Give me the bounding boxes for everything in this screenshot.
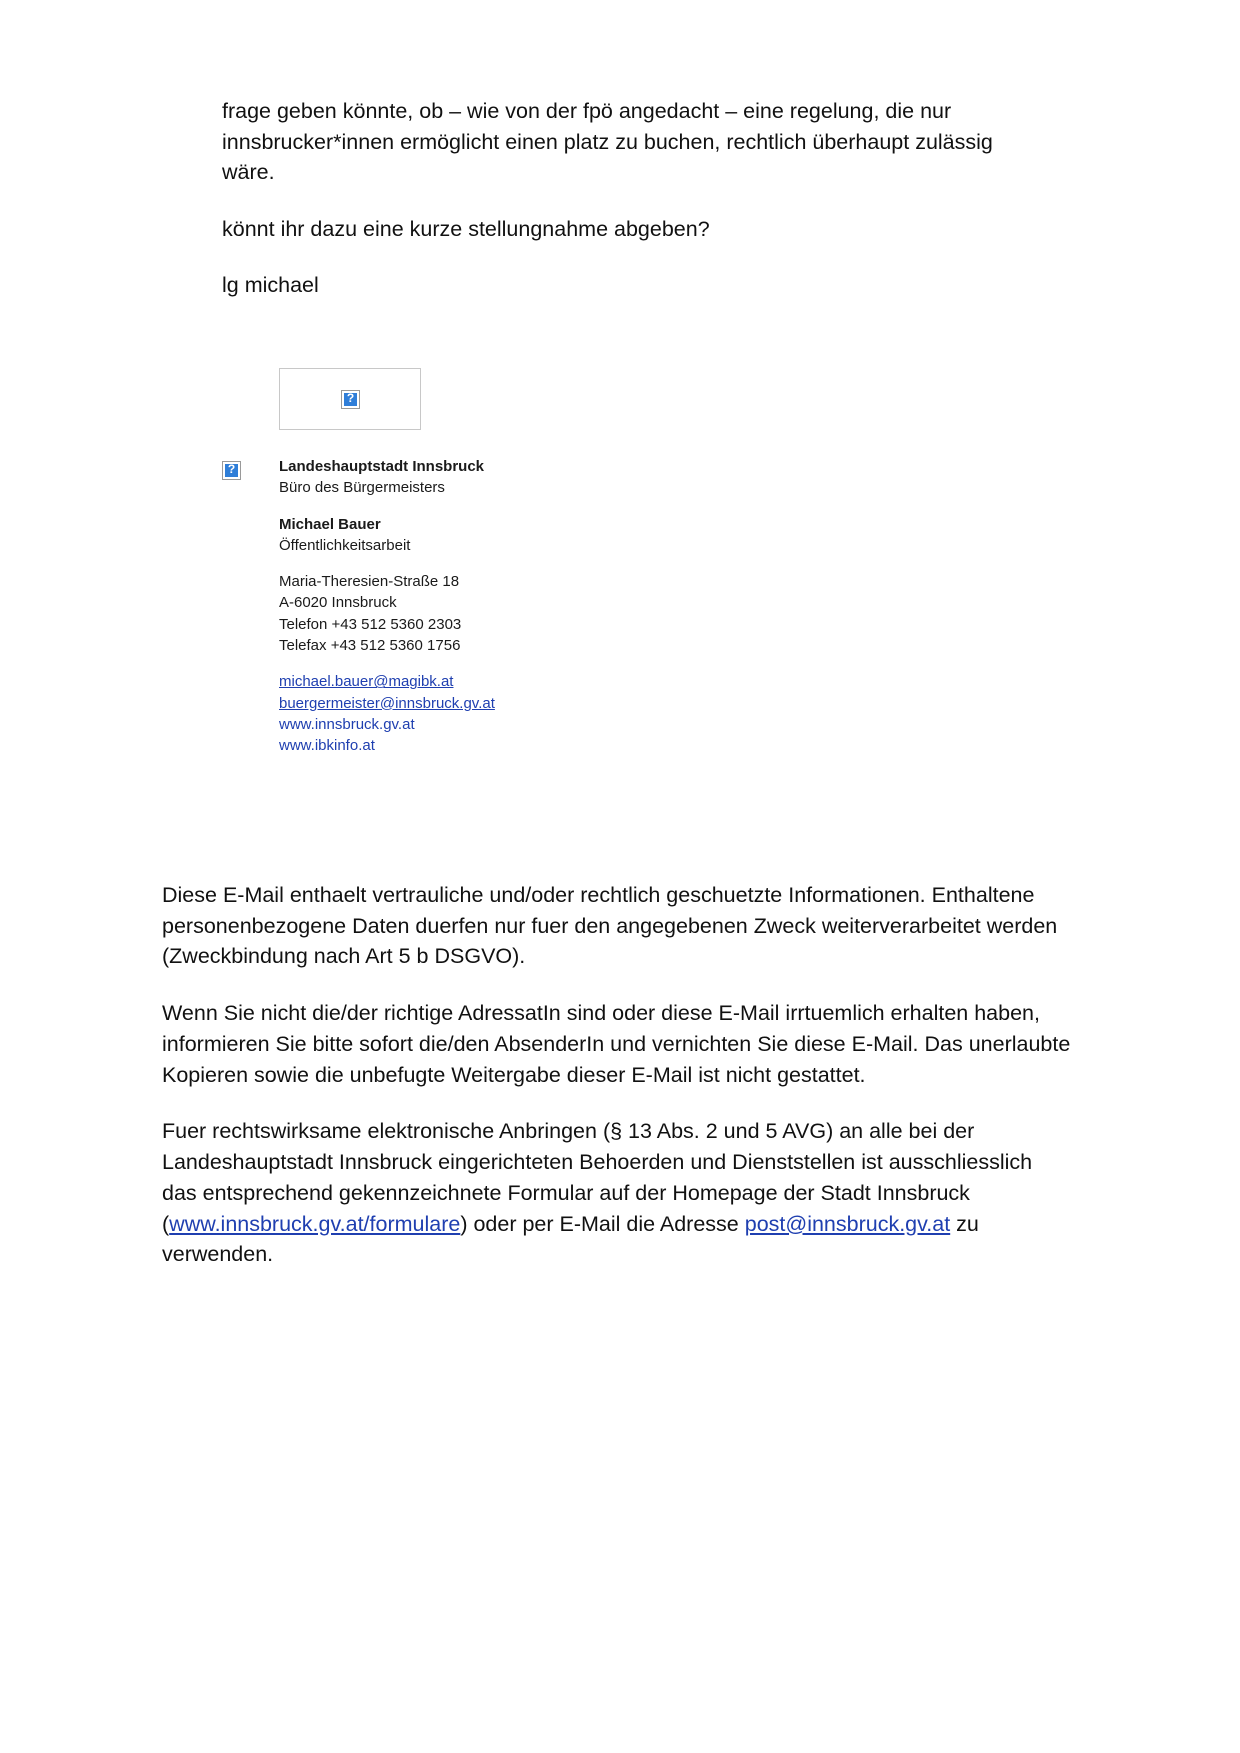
signature-org-block <box>279 456 495 499</box>
message-paragraph-2: könnt ihr dazu eine kurze stellungnahme abgeben? <box>222 216 710 241</box>
signature-address-line: A-6020 Innsbruck <box>279 594 397 612</box>
signature-address-block <box>279 571 495 656</box>
disclaimer-p3-text-3: zu verwenden. <box>162 1211 979 1267</box>
signature-person-block <box>279 514 495 557</box>
signature-links-block <box>279 671 495 756</box>
broken-image-icon <box>222 461 241 480</box>
formulare-link[interactable]: www.innsbruck.gv.at/formulare <box>169 1211 461 1236</box>
signature-text <box>279 456 495 757</box>
signature-logo-placeholder-box <box>279 368 421 430</box>
signature-fax: Telefax +43 512 5360 1756 <box>279 637 461 655</box>
email-message-body <box>222 96 1012 327</box>
disclaimer-p3-text-2: ) oder per E-Mail die Adresse <box>460 1211 745 1236</box>
signature-phone: Telefon +43 512 5360 2303 <box>279 615 462 633</box>
broken-image-icon <box>341 390 360 409</box>
message-paragraph-1: frage geben könnte, ob – wie von der fpö angedacht – eine regelung, die nur innsbrucker*innen ermöglicht einen platz zu buchen, rechtlich überhaupt zulässig wäre. <box>222 99 993 185</box>
disclaimer-paragraph-1: Diese E-Mail enthaelt vertrauliche und/oder rechtlich geschuetzte Informationen. Enthaltene personenbezogene Daten duerfen nur fuer den angegebenen Zweck weiterverarbeitet werden (Zweckbindung nach Art 5 b DSGVO). <box>162 883 1058 969</box>
legal-disclaimer <box>162 880 1072 1296</box>
signature-email-link-office[interactable]: buergermeister@innsbruck.gv.at <box>279 694 495 712</box>
signature-website-link-ibkinfo[interactable]: www.ibkinfo.at <box>279 737 375 755</box>
signature-email-link-personal[interactable]: michael.bauer@magibk.at <box>279 673 454 691</box>
signature-person-name: Michael Bauer <box>279 515 381 533</box>
signature-department: Büro des Bürgermeisters <box>279 479 445 497</box>
signature-website-link-innsbruck[interactable]: www.innsbruck.gv.at <box>279 715 415 733</box>
signature-person-role: Öffentlichkeitsarbeit <box>279 536 411 554</box>
signature-organisation: Landeshauptstadt Innsbruck <box>279 458 485 475</box>
signature-address-line: Maria-Theresien-Straße 18 <box>279 573 460 591</box>
disclaimer-paragraph-2: Wenn Sie nicht die/der richtige AdressatIn sind oder diese E-Mail irrtuemlich erhalten haben, informieren Sie bitte sofort die/den AbsenderIn und vernichten Sie diese E-Mail. Das unerlaubte Kopieren sowie die unbefugte Weitergabe dieser E-Mail ist nicht gestattet. <box>162 1001 1071 1087</box>
disclaimer-paragraph-3 <box>162 1116 1072 1270</box>
post-email-link[interactable]: post@innsbruck.gv.at <box>744 1211 951 1236</box>
disclaimer-p3-text-1: Fuer rechtswirksame elektronische Anbringen (§ 13 Abs. 2 und 5 AVG) an alle bei der Landeshauptstadt Innsbruck eingerichteten Behoerden und Dienststellen ist ausschliesslich das entsprechend gekennzeichnete Formular auf der Homepage der Stadt Innsbruck ( <box>162 1119 1033 1236</box>
message-signoff: lg michael <box>222 273 319 298</box>
